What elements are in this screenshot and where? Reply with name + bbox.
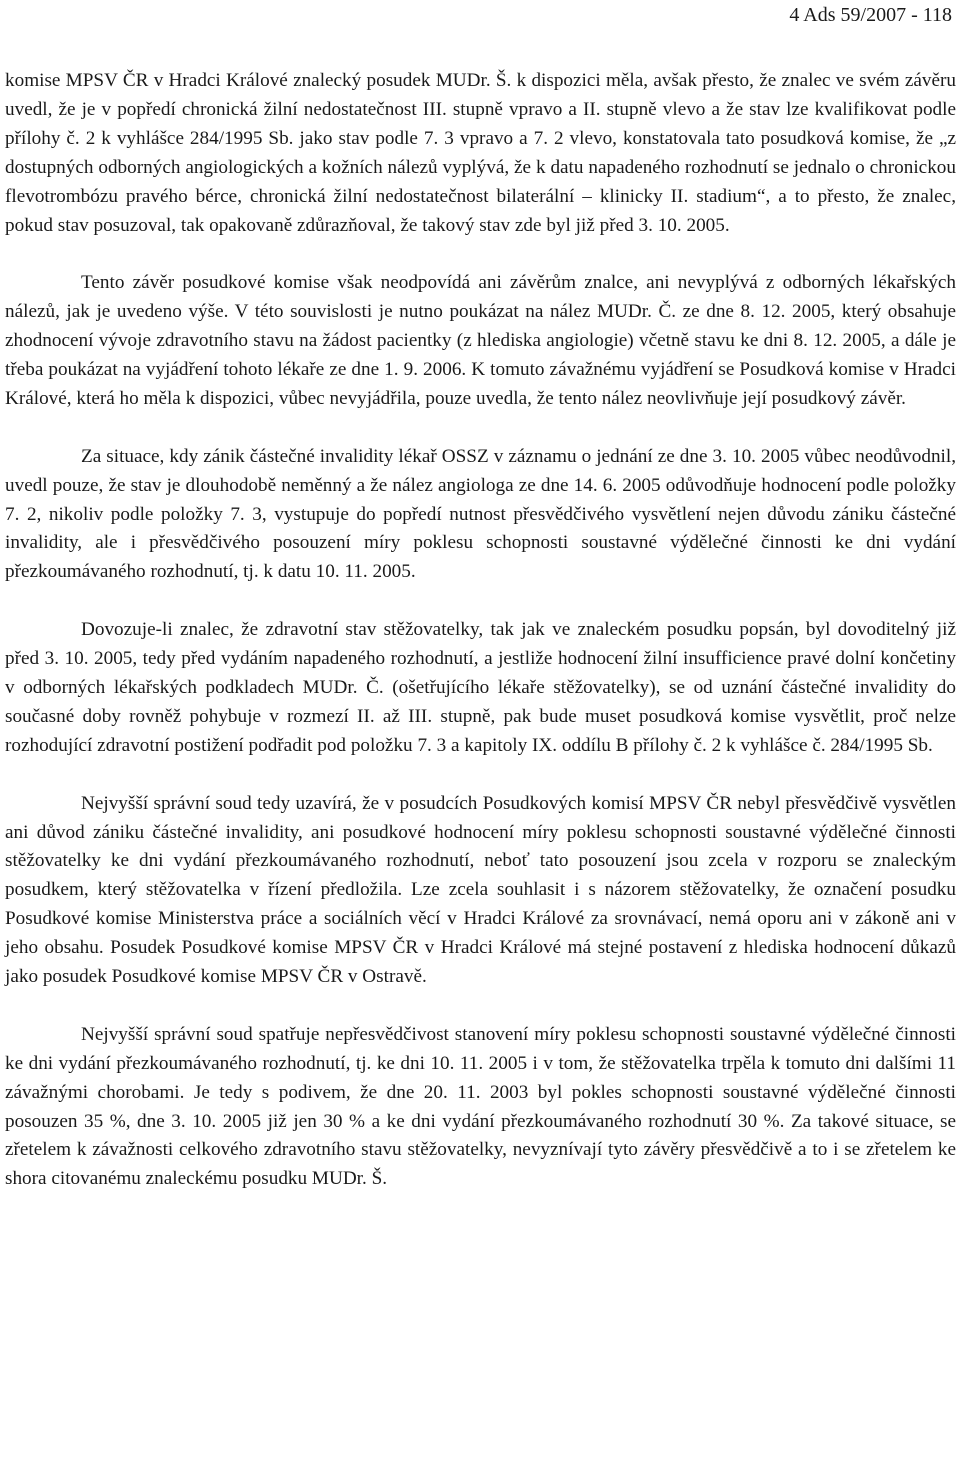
document-body [5,67,956,1194]
paragraph-4: Dovozuje-li znalec, že zdravotní stav stěžovatelky, tak jak ve znaleckém posudku popsán, byl dovoditelný již před 3. 10. 2005, tedy před vydáním napadeného rozhodnutí, a jestliže hodnocení žilní insufficience pravé dolní končetiny v odborných lékařských podkladech MUDr. Č. (ošetřujícího lékaře stěžovatelky), se od uznání částečné invalidity do současné doby rovněž pohybuje v rozmezí II. až III. stupně, pak bude muset posudková komise vysvětlit, proč nelze rozhodující zdravotní postižení podřadit pod položku 7. 3 a kapitoly IX. oddílu B přílohy č. 2 k vyhlášce č. 284/1995 Sb. [5,619,956,756]
paragraph-2: Tento závěr posudkové komise však neodpovídá ani závěrům znalce, ani nevyplývá z odborných lékařských nálezů, jak je uvedeno výše. V této souvislosti je nutno poukázat na nález MUDr. Č. ze dne 8. 12. 2005, který obsahuje zhodnocení vývoje zdravotního stavu na žádost pacientky (z hlediska angiologie) včetně stavu ke dni 8. 12. 2005, a dále je třeba poukázat na vyjádření tohoto lékaře ze dne 1. 9. 2006. K tomuto závažnému vyjádření se Posudková komise v Hradci Králové, která ho měla k dispozici, vůbec nevyjádřila, pouze uvedla, že tento nález neovlivňuje její posudkový závěr. [5,272,956,409]
paragraph-3: Za situace, kdy zánik částečné invalidity lékař OSSZ v záznamu o jednání ze dne 3. 10. 2005 vůbec neodůvodnil, uvedl pouze, že stav je dlouhodobě neměnný a že nález angiologa ze dne 14. 6. 2005 odůvodňuje hodnocení podle položky 7. 2, nikoliv podle položky 7. 3, vystupuje do popředí nutnost přesvědčivého vysvětlení nejen důvodu zániku částečné invalidity, ale i přesvědčivého posouzení míry poklesu schopnosti soustavné výdělečné činnosti ke dni vydání přezkoumávaného rozhodnutí, tj. k datu 10. 11. 2005. [5,445,956,583]
page-header-case-number: 4 Ads 59/2007 - 118 [789,4,952,26]
paragraph-1: komise MPSV ČR v Hradci Králové znalecký posudek MUDr. Š. k dispozici měla, avšak přesto, že znalec ve svém závěru uvedl, že je v popředí chronická žilní nedostatečnost III. stupně vpravo a II. stupně vlevo a že stav lze kvalifikovat podle přílohy č. 2 k vyhlášce 284/1995 Sb. jako stav podle 7. 3 vpravo a 7. 2 vlevo, konstatovala tato posudková komise, že „z dostupných odborných angiologických a kožních nálezů vyplývá, že k datu napadeného rozhodnutí se jednalo o chronickou flevotrombózu pravého bérce, chronická žilní nedostatečnost bilaterální – klinicky II. stadium“, a to přesto, že znalec, pokud stav posuzoval, tak opakovaně zdůrazňoval, že takový stav zde byl již před 3. 10. 2005. [5,70,956,236]
paragraph-5: Nejvyšší správní soud tedy uzavírá, že v posudcích Posudkových komisí MPSV ČR nebyl přesvědčivě vysvětlen ani důvod zániku částečné invalidity, ani posudkové hodnocení míry poklesu schopnosti soustavné výdělečné činnosti stěžovatelky ke dni vydání přezkoumávaného rozhodnutí, neboť tato posouzení jsou zcela v rozporu se znaleckým posudkem, který stěžovatelka v řízení předložila. Lze zcela souhlasit i s názorem stěžovatelky, že označení posudku Posudkové komise Ministerstva práce a sociálních věcí v Hradci Králové za srovnávací, nemá oporu ani v zákoně ani v jeho obsahu. Posudek Posudkové komise MPSV ČR v Hradci Králové má stejné postavení z hlediska hodnocení důkazů jako posudek Posudkové komise MPSV ČR v Ostravě. [5,792,956,988]
paragraph-6: Nejvyšší správní soud spatřuje nepřesvědčivost stanovení míry poklesu schopnosti soustavné výdělečné činnosti ke dni vydání přezkoumávaného rozhodnutí, tj. ke dni 10. 11. 2005 i v tom, že stěžovatelka trpěla k tomuto dni dalšími 11 závažnými chorobami. Je tedy s podivem, že dne 20. 11. 2003 byl pokles schopnosti soustavné výdělečné činnosti posouzen 35 %, dne 3. 10. 2005 již jen 30 % a ke dni vydání přezkoumávaného rozhodnutí 30 %. Za takové situace, se zřetelem k závažnosti celkového zdravotního stavu stěžovatelky, nevyznívají tyto závěry přesvědčivě a to i se zřetelem ke shora citovanému znaleckému posudku MUDr. Š. [5,1023,956,1190]
